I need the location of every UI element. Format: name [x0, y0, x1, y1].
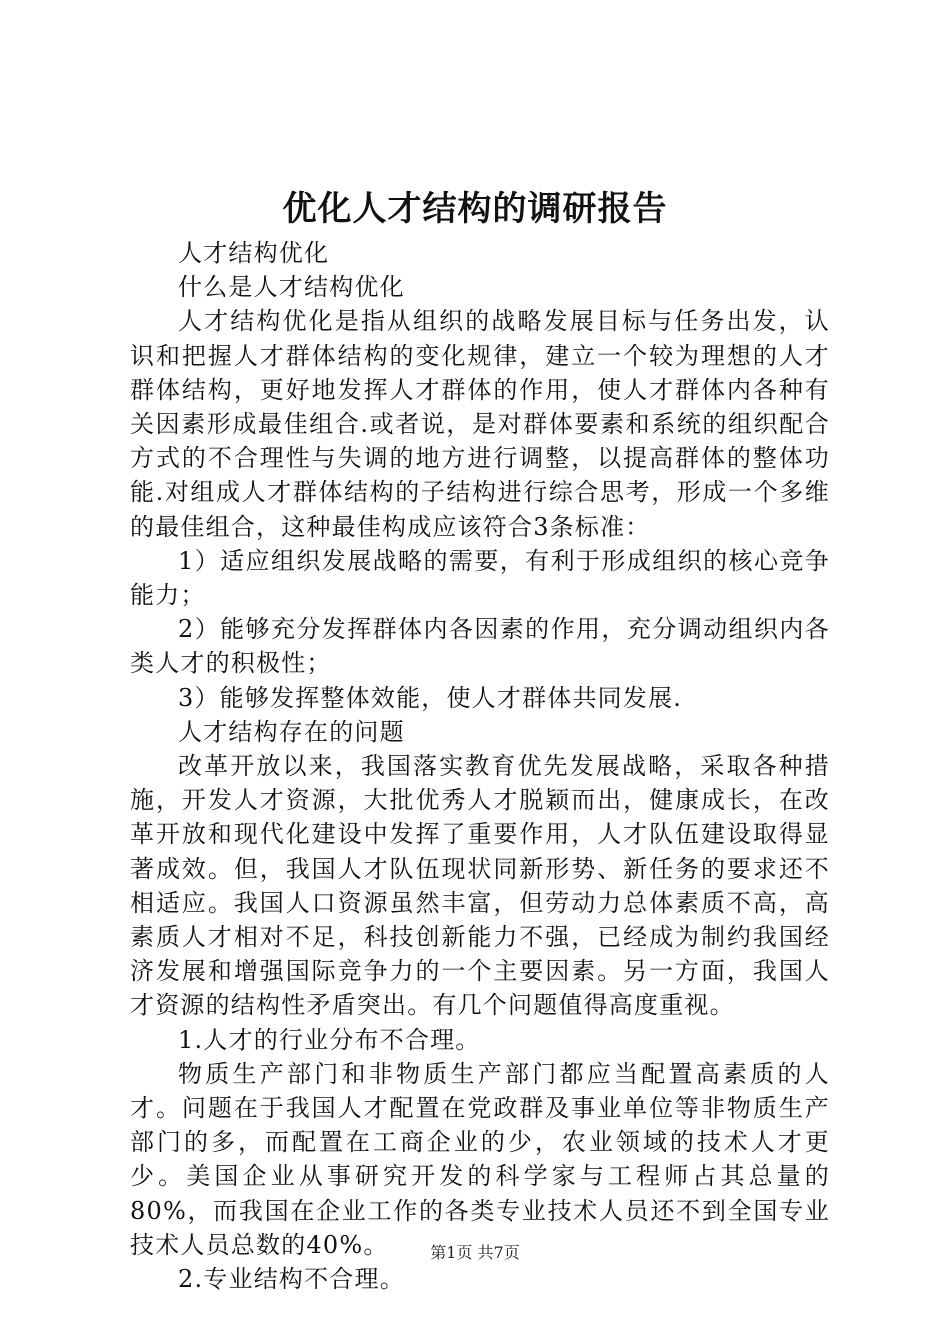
document-title: 优化人才结构的调研报告 [282, 189, 668, 229]
paragraph-problem-2-heading: 2.专业结构不合理。 [178, 1265, 405, 1294]
paragraph-standard-2: 2）能够充分发挥群体内各因素的作用，充分调动组织内各类人才的积极性； [130, 615, 830, 678]
paragraph-problem-1-detail: 物质生产部门和非物质生产部门都应当配置高素质的人才。问题在于我国人才配置在党政群及事业单位等非物质生产部门的多，而配置在工商企业的少，农业领域的技术人才更少。美国企业从事研究开发的科学家与工程师占其总量的80%，而我国在企业工作的各类专业技术人员还不到全国专业技术人员总数的40%。 [130, 1059, 830, 1259]
paragraph-problems-overview: 改革开放以来，我国落实教育优先发展战略，采取各种措施，开发人才资源，大批优秀人才脱颖而出，健康成长，在改革开放和现代化建设中发挥了重要作用，人才队伍建设取得显著成效。但，我国人才队伍现状同新形势、新任务的要求还不相适应。我国人口资源虽然丰富，但劳动力总体素质不高，高素质人才相对不足，科技创新能力不强，已经成为制约我国经济发展和增强国际竞争力的一个主要因素。另一方面，我国人才资源的结构性矛盾突出。有几个问题值得高度重视。 [130, 752, 830, 1020]
paragraph-heading-problems: 人才结构存在的问题 [178, 717, 405, 746]
paragraph-heading-structure-optimization: 人才结构优化 [178, 239, 330, 267]
paragraph-question-what-is: 什么是人才结构优化 [178, 273, 405, 302]
paragraph-standard-3: 3）能够发挥整体效能，使人才群体共同发展. [178, 683, 683, 712]
paragraph-problem-1-heading: 1.人才的行业分布不合理。 [178, 1025, 481, 1054]
page-footer: 第1页 共7页 [430, 1243, 520, 1262]
paragraph-standard-1: 1）适应组织发展战略的需要，有利于形成组织的核心竞争能力； [130, 546, 830, 610]
document-body [130, 236, 830, 1296]
paragraph-definition: 人才结构优化是指从组织的战略发展目标与任务出发，认识和把握人才群体结构的变化规律，建立一个较为理想的人才群体结构，更好地发挥人才群体的作用，使人才群体内各种有关因素形成最佳组合.或者说，是对群体要素和系统的组织配合方式的不合理性与失调的地方进行调整，以提高群体的整体功能.对组成人才群体结构的子结构进行综合思考，形成一个多维的最佳组合，这种最佳构成应该符合3条标准： [130, 307, 830, 541]
